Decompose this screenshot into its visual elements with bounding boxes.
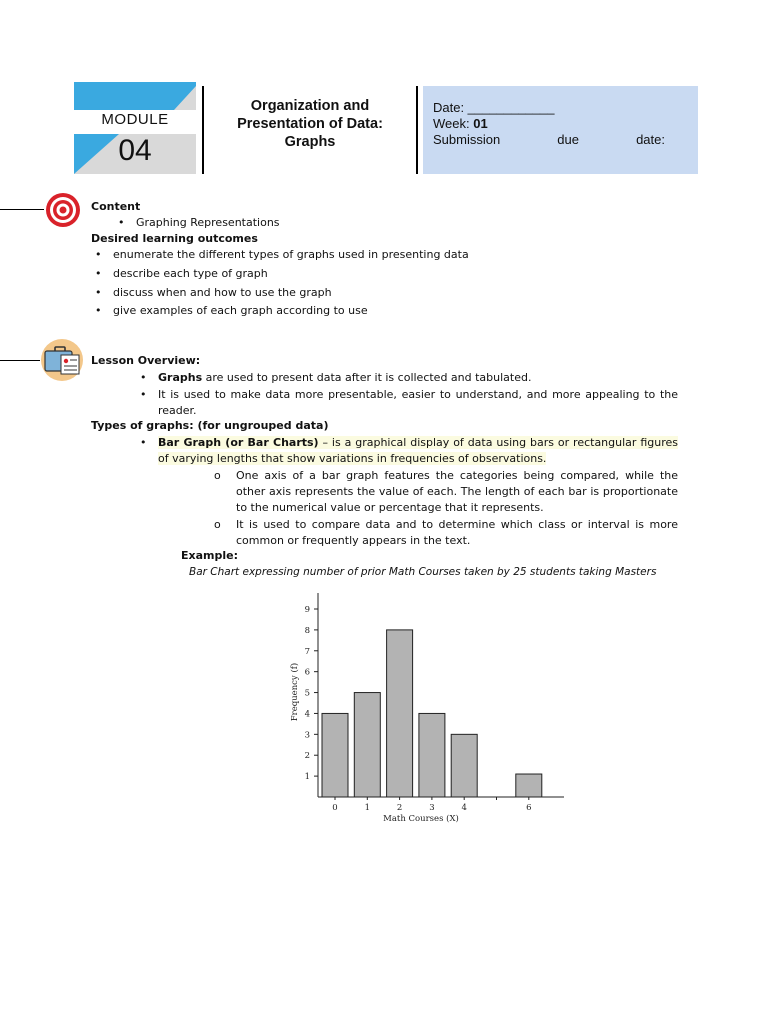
header-divider (416, 86, 418, 174)
x-tick-label: 4 (461, 803, 467, 813)
bar (516, 774, 542, 797)
x-tick-label: 0 (332, 803, 338, 813)
outcomes-heading: Desired learning outcomes (91, 232, 258, 245)
x-tick-label: 6 (526, 803, 532, 813)
week-label: Week: (433, 116, 474, 131)
bar (419, 713, 445, 797)
x-tick-label: 1 (364, 803, 371, 813)
content-heading: Content (91, 200, 141, 213)
outcome-item: • give examples of each graph according to use (113, 303, 368, 319)
week-value: 01 (473, 116, 488, 131)
week-field (433, 116, 665, 132)
x-tick-label: 2 (396, 803, 403, 813)
page-title: Organization and Presentation of Data: Graphs (237, 98, 383, 150)
graphs-definition: are used to present data after it is collected and tabulated. (202, 371, 532, 384)
lesson-bullet (158, 370, 678, 386)
y-tick-label: 6 (304, 667, 310, 678)
example-label: Example: (181, 549, 238, 562)
bar (451, 734, 477, 797)
bar (322, 713, 348, 797)
lesson-bullet: • It is used to make data more presentable, easier to understand, and more appealing to the reader. (158, 387, 678, 419)
y-tick-label: 2 (304, 751, 310, 762)
y-tick-label: 1 (304, 772, 310, 783)
briefcase-icon (38, 338, 86, 386)
x-tick-label: 3 (429, 803, 435, 813)
header-divider (202, 86, 204, 174)
lesson-heading: Lesson Overview: (91, 354, 201, 367)
y-tick-label: 3 (304, 730, 310, 741)
bar-graph-definition: – is a graphical display of data using bars or rectangular figures of varying lengths that show variations in frequencies of observations. (158, 436, 678, 465)
sub-point: o It is used to compare data and to determine which class or interval is more common or frequently appears in the text. (236, 517, 678, 549)
date2-label: date: (636, 132, 665, 147)
y-tick-label: 4 (304, 709, 310, 720)
y-tick-label: 9 (304, 605, 310, 615)
module-label: MODULE (101, 111, 169, 128)
date-field: Date: ____________ (433, 100, 555, 115)
bar (387, 630, 413, 797)
section-rule (0, 209, 44, 210)
outcome-item: • enumerate the different types of graphs used in presenting data (113, 247, 469, 263)
x-axis-label: Math Courses (X) (383, 814, 459, 824)
bar-chart (280, 585, 580, 825)
sub-point: o One axis of a bar graph features the categories being compared, while the other axis represents the value of each. The length of each bar is proportionate to the numerical value or percentage that it represents. (236, 468, 678, 516)
submission-label: Submission (433, 132, 501, 147)
date-box (423, 86, 698, 174)
due-label: due (557, 132, 579, 147)
chart-caption: Bar Chart expressing number of prior Math Courses taken by 25 students taking Masters (189, 566, 657, 578)
content-item: • Graphing Representations (136, 215, 280, 231)
types-heading: Types of graphs: (for ungrouped data) (91, 419, 329, 432)
bar (354, 693, 380, 797)
outcome-item: • describe each type of graph (113, 266, 268, 282)
module-number: 04 (118, 134, 152, 167)
y-tick-label: 5 (304, 688, 310, 699)
bar-graph-term: Bar Graph (or Bar Charts) (158, 436, 319, 449)
graphs-term: Graphs (158, 371, 203, 384)
section-rule (0, 360, 40, 361)
outcome-item: • discuss when and how to use the graph (113, 285, 332, 301)
submission-row (433, 132, 665, 148)
y-tick-label: 7 (304, 646, 310, 657)
y-tick-label: 8 (304, 625, 310, 636)
target-icon (43, 192, 83, 232)
y-axis-label: Frequency (f) (290, 662, 300, 722)
bar-graph-bullet (158, 435, 678, 467)
